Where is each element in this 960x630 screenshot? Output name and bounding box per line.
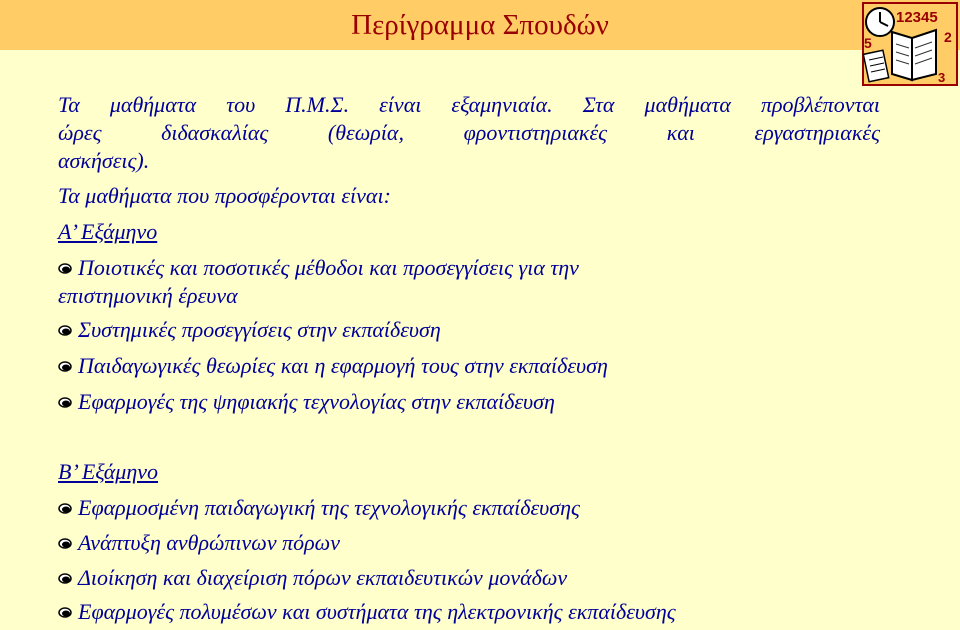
course-title: Παιδαγωγικές θεωρίες και η εφαρμογή τους στην εκπαίδευση [78,353,608,378]
course-title-continuation: επιστημονική έρευνα [58,283,238,308]
list-item [58,352,608,380]
svg-text:5: 5 [864,35,872,51]
bullet-icon [58,263,72,274]
intro-line: ώρες διδασκαλίας (θεωρία, φροντιστηριακές και εργαστηριακές [58,120,880,145]
svg-text:12345: 12345 [896,9,938,26]
course-title: Συστημικές προσεγγίσεις στην εκπαίδευση [78,317,441,342]
course-title: Εφαρμοσμένη παιδαγωγική της τεχνολογικής εκπαίδευσης [78,495,580,520]
offered-courses-heading: Τα μαθήματα που προσφέρονται είναι: [58,183,391,208]
svg-text:3: 3 [938,70,946,85]
course-title: Εφαρμογές της ψηφιακής τεχνολογίας στην εκπαίδευση [78,389,555,414]
list-item [58,529,340,557]
bullet-icon [58,538,72,549]
list-item [58,494,580,522]
bullet-icon [58,361,72,372]
course-title: Διοίκηση και διαχείριση πόρων εκπαιδευτικών μονάδων [78,565,568,590]
semester-b-heading: Β’ Εξάμηνο [58,459,159,484]
list-item [58,316,441,344]
bullet-icon [58,397,72,408]
bullet-icon [58,607,72,618]
clock-and-open-book-icon [862,2,958,86]
bullet-icon [58,503,72,514]
list-item [58,598,676,626]
svg-text:2: 2 [944,29,952,45]
list-item [58,388,555,416]
intro-paragraph [58,91,880,175]
course-title: Ποιοτικές και ποσοτικές μέθοδοι και προσεγγίσεις για την [78,255,579,280]
list-item-continuation [58,282,238,310]
intro-line: Τα μαθήματα του Π.Μ.Σ. είναι εξαμηνιαία. Στα μαθήματα προβλέπονται [58,92,880,117]
list-item [58,254,579,282]
intro-line: ασκήσεις). [58,148,150,173]
course-title: Εφαρμογές πολυμέσων και συστήματα της ηλεκτρονικής εκπαίδευσης [78,599,676,624]
bullet-icon [58,573,72,584]
bullet-icon [58,325,72,336]
course-title: Ανάπτυξη ανθρώπινων πόρων [78,530,340,555]
semester-a-heading: Α’ Εξάμηνο [58,219,158,244]
list-item [58,564,567,592]
page-title: Περίγραμμα Σπουδών [351,9,609,41]
